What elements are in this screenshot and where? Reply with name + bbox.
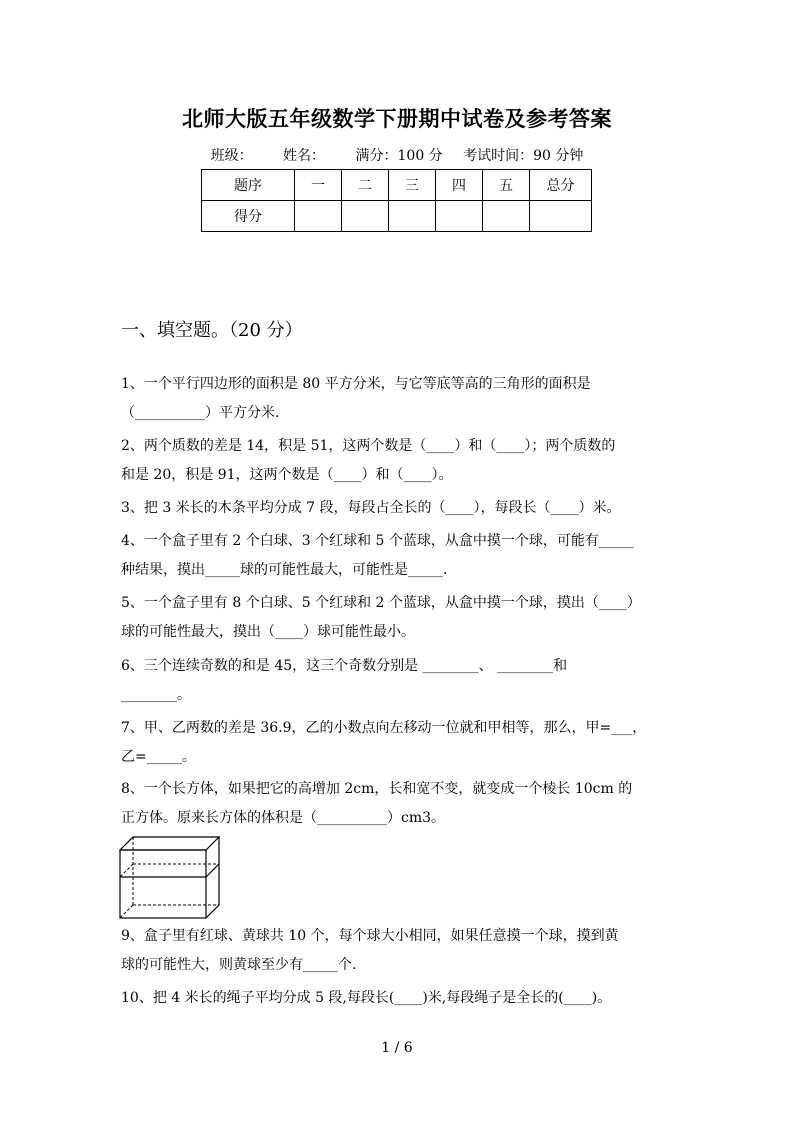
question-line: （__________）平方分米. bbox=[121, 405, 280, 421]
page-number: 1 / 6 bbox=[381, 1040, 413, 1056]
question-line: ________。 bbox=[121, 687, 191, 703]
question-8 bbox=[121, 775, 676, 833]
header-cell: 四 bbox=[436, 170, 483, 201]
question-line: 正方体。原来长方体的体积是（__________）cm3。 bbox=[121, 810, 446, 826]
question-line: 6、三个连续奇数的和是 45，这三个奇数分别是 ________、 ________和 bbox=[121, 658, 568, 674]
question-9 bbox=[121, 922, 676, 980]
score-cell bbox=[436, 201, 483, 232]
cuboid-height-side-line bbox=[206, 864, 219, 877]
score-table-score-row bbox=[202, 201, 592, 232]
header-cell: 五 bbox=[483, 170, 530, 201]
score-table-header-row bbox=[202, 170, 592, 201]
cuboid-hidden-edge bbox=[120, 905, 133, 918]
question-line: 球的可能性最大，摸出（____）球可能性最小。 bbox=[121, 624, 415, 640]
question-line: 种结果，摸出_____球的可能性最大，可能性是_____. bbox=[121, 562, 448, 578]
question-line: 1、一个平行四边形的面积是 80 平方分米，与它等底等高的三角形的面积是 bbox=[121, 376, 591, 392]
exam-time-label: 考试时间：90 分钟 bbox=[463, 148, 584, 164]
score-table bbox=[201, 169, 592, 232]
section-heading: 一、填空题。（20 分） bbox=[121, 320, 303, 341]
score-cell bbox=[295, 201, 342, 232]
question-4 bbox=[121, 527, 676, 585]
question-6 bbox=[121, 652, 676, 710]
full-score-label: 满分：100 分 bbox=[355, 148, 443, 164]
exam-info bbox=[0, 145, 794, 165]
question-line: 和是 20，积是 91，这两个数是（____）和（____）。 bbox=[121, 467, 453, 483]
page-title: 北师大版五年级数学下册期中试卷及参考答案 bbox=[182, 107, 612, 131]
score-cell bbox=[530, 201, 592, 232]
question-1 bbox=[121, 370, 676, 428]
question-line: 9、盒子里有红球、黄球共 10 个，每个球大小相同，如果任意摸一个球，摸到黄 bbox=[121, 928, 619, 944]
name-label: 姓名： bbox=[283, 148, 326, 164]
question-line: 3、把 3 米长的木条平均分成 7 段，每段占全长的（____），每段长（____）米。 bbox=[121, 500, 621, 516]
header-cell: 题序 bbox=[202, 170, 295, 201]
header-cell: 二 bbox=[342, 170, 389, 201]
question-7 bbox=[121, 714, 676, 772]
cuboid-hidden-edge bbox=[120, 864, 133, 877]
question-3 bbox=[121, 494, 676, 523]
question-2 bbox=[121, 432, 676, 490]
score-cell bbox=[483, 201, 530, 232]
question-line: 8、一个长方体，如果把它的高增加 2cm，长和宽不变，就变成一个棱长 10cm 的 bbox=[121, 781, 633, 797]
cuboid-right-edges bbox=[206, 837, 219, 918]
header-cell: 总分 bbox=[530, 170, 592, 201]
class-label: 班级： bbox=[210, 148, 253, 164]
question-10 bbox=[121, 984, 676, 1013]
header-cell: 三 bbox=[389, 170, 436, 201]
cuboid-top-face bbox=[120, 837, 219, 850]
question-5 bbox=[121, 589, 676, 647]
question-line: 7、甲、乙两数的差是 36.9，乙的小数点向左移动一位就和甲相等，那么，甲=___， bbox=[121, 720, 647, 736]
row-label-cell: 得分 bbox=[202, 201, 295, 232]
score-cell bbox=[342, 201, 389, 232]
question-line: 10、把 4 米长的绳子平均分成 5 段,每段长(____)米,每段绳子是全长的(____)。 bbox=[121, 990, 612, 1006]
cuboid-figure bbox=[119, 836, 223, 922]
question-line: 球的可能性大，则黄球至少有_____个. bbox=[121, 957, 357, 973]
header-cell: 一 bbox=[295, 170, 342, 201]
score-cell bbox=[389, 201, 436, 232]
question-line: 2、两个质数的差是 14，积是 51，这两个数是（____）和（____）；两个质数的 bbox=[121, 438, 616, 454]
question-line: 5、一个盒子里有 8 个白球、5 个红球和 2 个蓝球，从盒中摸一个球，摸出（____） bbox=[121, 595, 641, 611]
question-line: 乙=_____。 bbox=[121, 749, 196, 765]
question-line: 4、一个盒子里有 2 个白球、3 个红球和 5 个蓝球，从盒中摸一个球，可能有_____ bbox=[121, 533, 634, 549]
